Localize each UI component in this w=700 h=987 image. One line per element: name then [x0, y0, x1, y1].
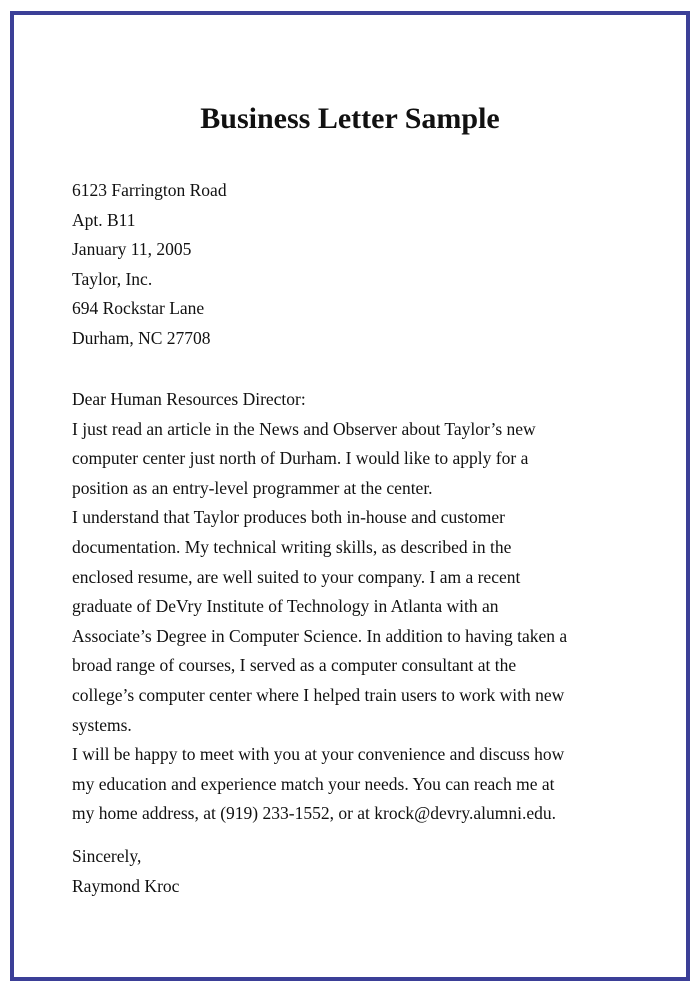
body-line: enclosed resume, are well suited to your company. I am a recent: [72, 566, 521, 587]
page-border: [10, 11, 690, 981]
salutation: Dear Human Resources Director:: [72, 389, 306, 409]
body-line: my home address, at (919) 233-1552, or at krock@devry.alumni.edu.: [72, 803, 556, 824]
letter-title: Business Letter Sample: [200, 102, 500, 135]
body-line: Associate’s Degree in Computer Science. In addition to having taken a: [72, 625, 568, 646]
sender-address-line: 6123 Farrington Road: [72, 180, 227, 200]
body-line: documentation. My technical writing skills, as described in the: [72, 536, 512, 557]
body-line: systems.: [72, 714, 132, 735]
sender-address-line: Apt. B11: [72, 209, 136, 230]
closing: Sincerely,: [72, 846, 142, 866]
body-line: I just read an article in the News and Observer about Taylor’s new: [72, 418, 536, 439]
body-line: position as an entry-level programmer at the center.: [72, 477, 433, 498]
body-line: college’s computer center where I helped train users to work with new: [72, 684, 565, 705]
body-line: I will be happy to meet with you at your convenience and discuss how: [72, 744, 565, 765]
body-line: I understand that Taylor produces both in-house and customer: [72, 507, 505, 528]
body-line: broad range of courses, I served as a computer consultant at the: [72, 655, 517, 676]
recipient-address-line: Taylor, Inc.: [72, 268, 153, 289]
letter-date: January 11, 2005: [72, 239, 192, 260]
body-line: computer center just north of Durham. I would like to apply for a: [72, 448, 529, 469]
body-line: my education and experience match your needs. You can reach me at: [72, 773, 555, 794]
letter-document: [14, 15, 686, 977]
recipient-address-line: 694 Rockstar Lane: [72, 298, 205, 319]
address-block: [72, 176, 632, 354]
recipient-address-line: Durham, NC 27708: [72, 327, 211, 348]
signature-name: Raymond Kroc: [72, 875, 180, 896]
body-line: graduate of DeVry Institute of Technology in Atlanta with an: [72, 596, 499, 617]
closing-block: [72, 842, 632, 901]
letter-body: [72, 385, 632, 829]
